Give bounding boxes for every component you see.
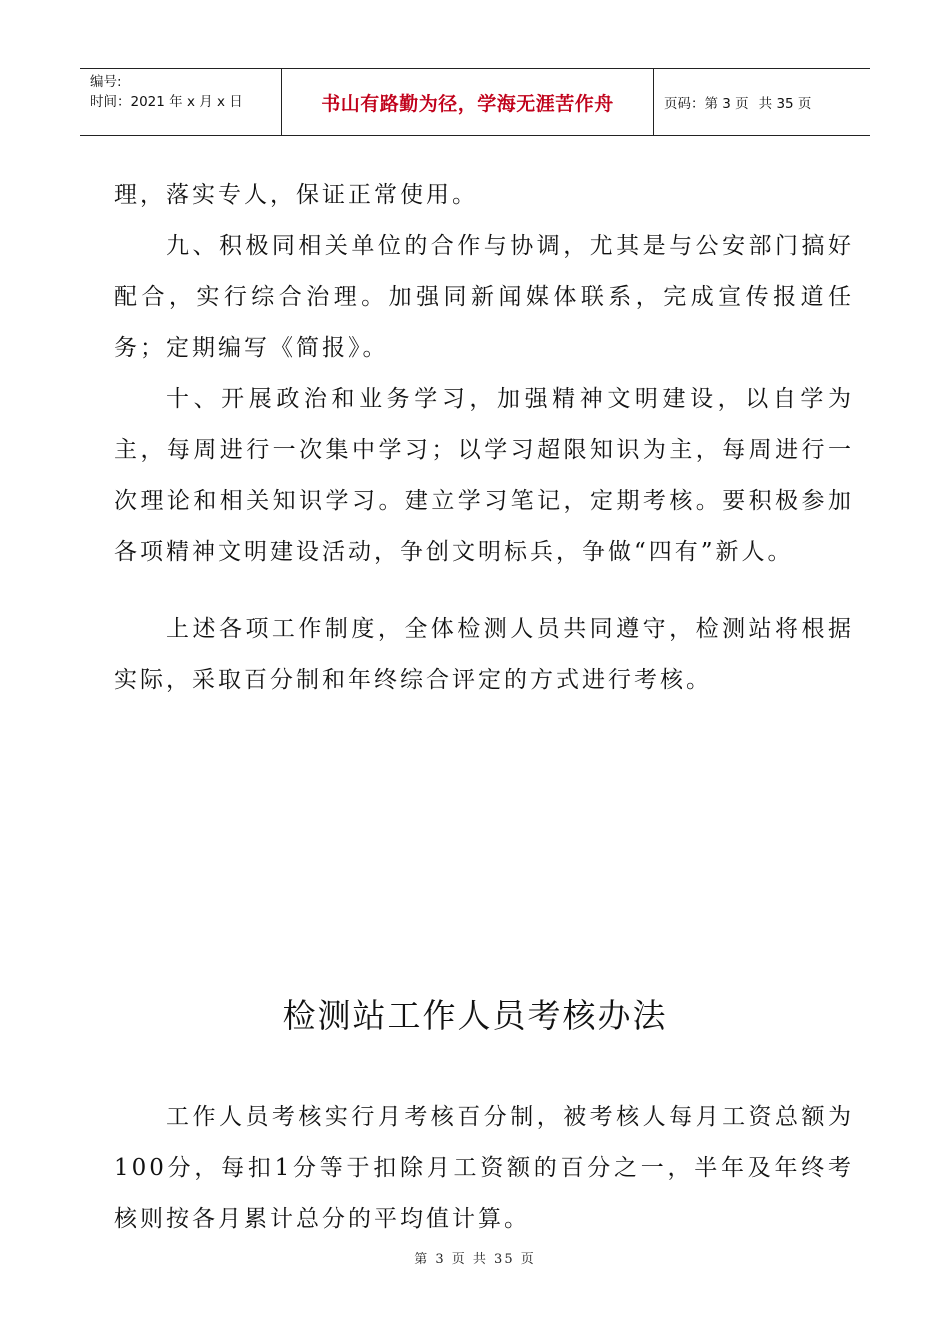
header-motto: 书山有路勤为径，学海无涯苦作舟	[321, 92, 614, 115]
header-total-label: 共 35 页	[758, 96, 812, 112]
page-footer: 第 3 页 共 35 页	[414, 1252, 536, 1267]
header-page-label: 页码：第 3 页	[664, 96, 749, 112]
paragraph-continuation: 理，落实专人，保证正常使用。	[114, 182, 478, 208]
header-motto-cell	[282, 69, 654, 135]
paragraph-summary: 上述各项工作制度，全体检测人员共同遵守，检测站将根据实际，采取百分制和年终综合评定的方式进行考核。	[114, 616, 854, 693]
paragraph-item-10: 十、开展政治和业务学习，加强精神文明建设，以自学为主，每周进行一次集中学习；以学习超限知识为主，每周进行一次理论和相关知识学习。建立学习笔记，定期考核。要积极参加各项精神文明建设活动，争创文明标兵，争做“四有”新人。	[114, 386, 854, 565]
header-time-label: 时间：2021 年 x 月 x 日	[90, 94, 243, 110]
document-header	[80, 68, 870, 136]
paragraph-item-9: 九、积极同相关单位的合作与协调，尤其是与公安部门搞好配合，实行综合治理。加强同新闻媒体联系，完成宣传报道任务；定期编写《简报》。	[114, 233, 854, 361]
section-title: 检测站工作人员考核办法	[282, 996, 668, 1035]
section-paragraph: 工作人员考核实行月考核百分制，被考核人每月工资总额为100分，每扣1分等于扣除月工资额的百分之一，半年及年终考核则按各月累计总分的平均值计算。	[114, 1104, 854, 1232]
header-page-cell	[654, 69, 870, 135]
section-body	[114, 1092, 854, 1245]
header-number-label: 编号:	[90, 74, 122, 90]
body-text	[114, 170, 854, 706]
header-meta-cell	[80, 69, 282, 135]
